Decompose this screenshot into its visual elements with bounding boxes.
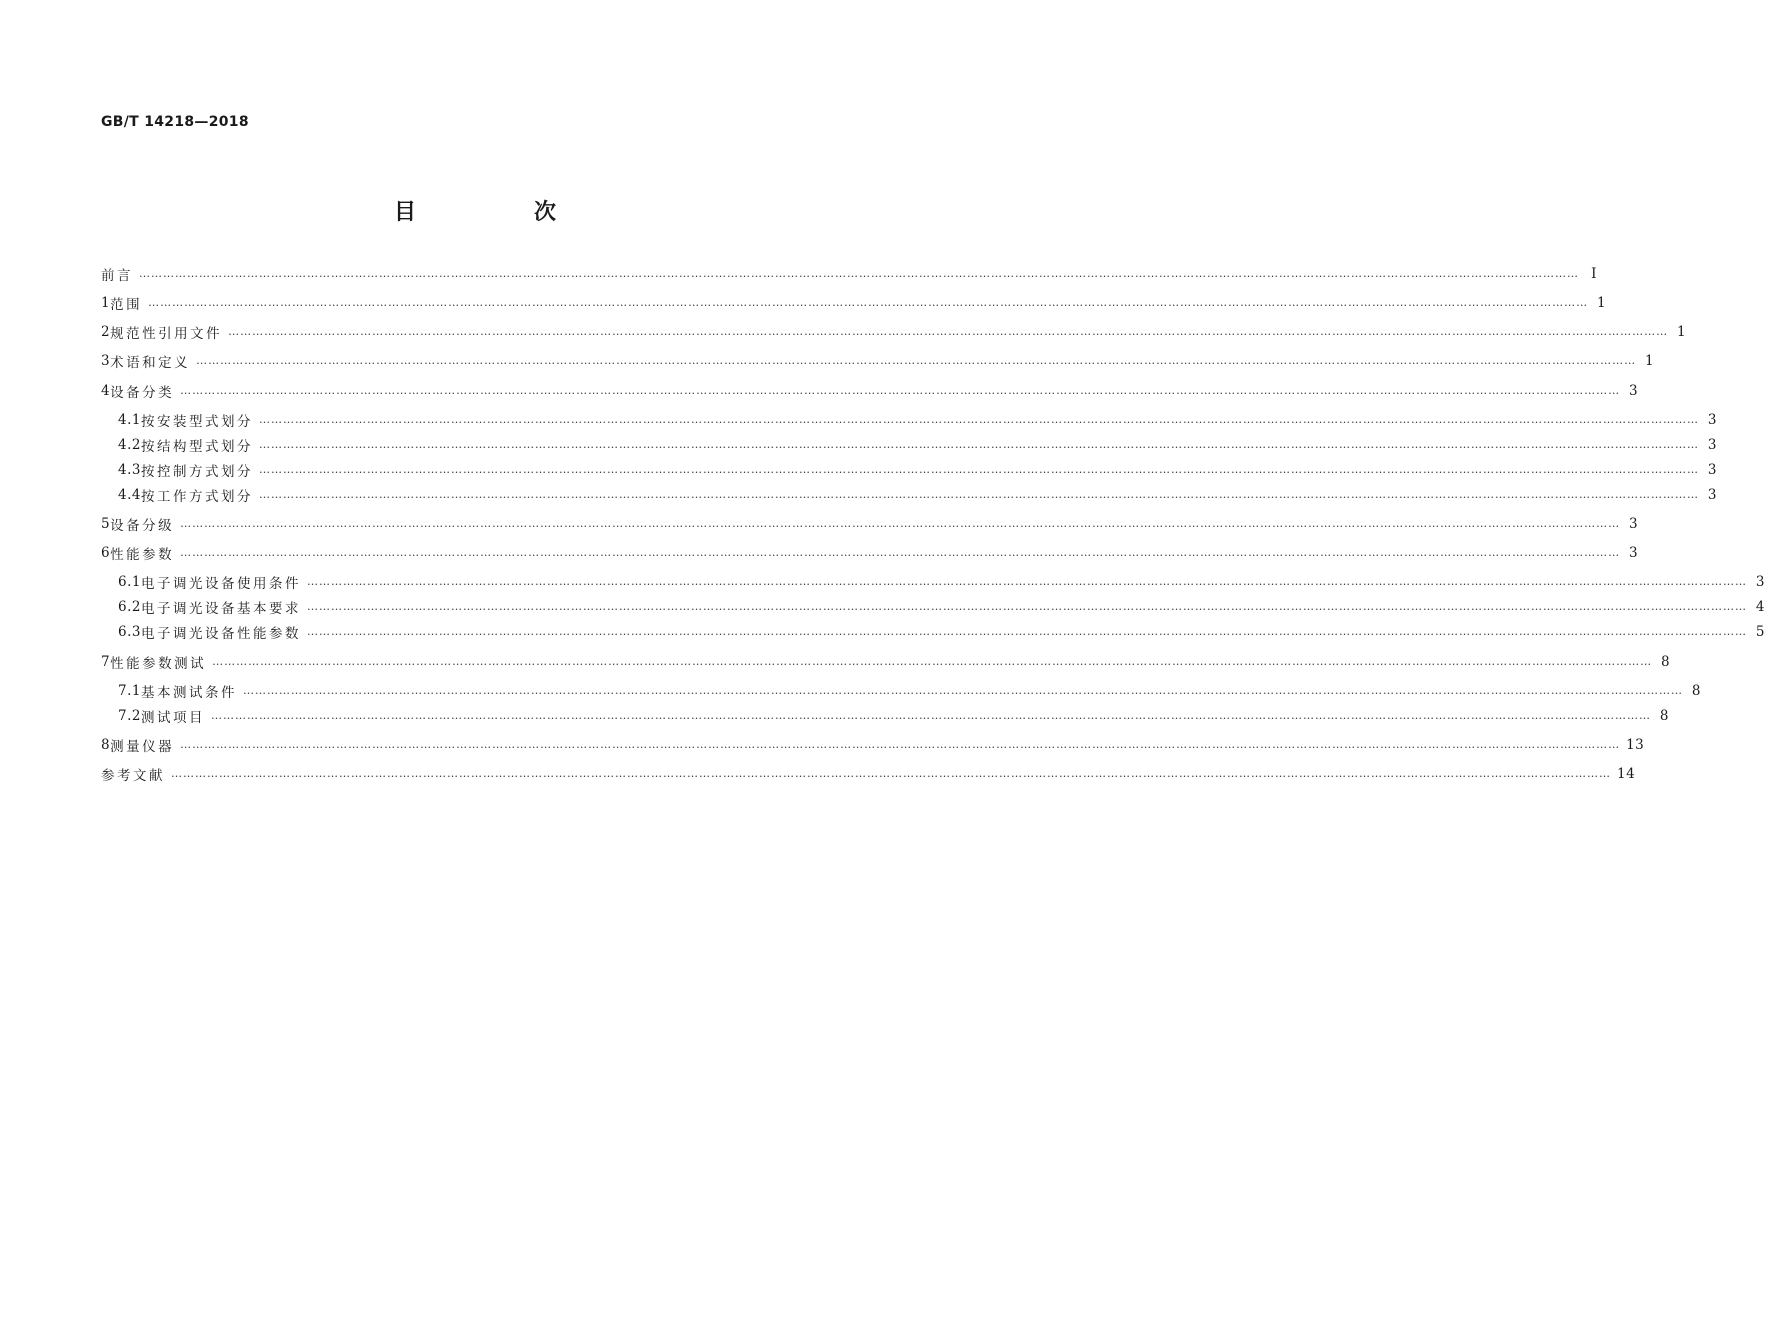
- toc-entry-page: 1: [1645, 353, 1655, 369]
- toc-entry-label: 测量仪器: [110, 739, 175, 755]
- page-title: 目 次: [393, 200, 604, 225]
- toc-entry[interactable]: [101, 513, 1639, 535]
- toc-entry[interactable]: [101, 380, 1639, 402]
- toc-entry[interactable]: [101, 542, 1639, 564]
- toc-entry-label: 按控制方式划分: [140, 464, 253, 480]
- toc-subentry[interactable]: [118, 409, 1717, 431]
- toc-subentry[interactable]: [118, 571, 1765, 593]
- toc-leader-dots: ………………………………………………………………………………………………………………………………………………………………………………………………………………………………………………………………………………………………………………………………: [258, 412, 1699, 426]
- toc-entry-number: 4: [101, 383, 111, 399]
- toc-entry-page: 3: [1707, 487, 1717, 503]
- toc-entry-label: 电子调光设备性能参数: [140, 626, 301, 642]
- toc-entry-page: 8: [1661, 654, 1671, 670]
- toc-entry-label: 性能参数测试: [110, 656, 207, 672]
- toc-leader-dots: ………………………………………………………………………………………………………………………………………………………………………………………………………………………………………………………………………………………………………………………………: [180, 383, 1621, 397]
- toc-leader-dots: ………………………………………………………………………………………………………………………………………………………………………………………………………………………………………………………………………………………………………………………………: [212, 654, 1653, 668]
- toc-entry-label: 电子调光设备使用条件: [140, 576, 301, 592]
- toc-entry-number: 3: [101, 353, 111, 369]
- toc-subentry[interactable]: [118, 434, 1717, 456]
- toc-entry-number: 5: [101, 516, 111, 532]
- toc-entry-label: 范围: [110, 297, 143, 313]
- toc-subentry[interactable]: [118, 596, 1765, 618]
- toc-entry-page: 1: [1677, 324, 1687, 340]
- toc-entry-page: 3: [1707, 412, 1717, 428]
- toc-entry-number: 7.1: [118, 683, 141, 699]
- toc-entry-label: 测试项目: [140, 710, 205, 726]
- toc-entry[interactable]: [101, 651, 1671, 673]
- toc-entry-page: 3: [1629, 383, 1639, 399]
- toc-entry-label: 设备分级: [110, 518, 175, 534]
- toc-entry-label: 性能参数: [110, 547, 175, 563]
- toc-leader-dots: ………………………………………………………………………………………………………………………………………………………………………………………………………………………………………………………………………………………………………………………………: [258, 437, 1699, 451]
- toc-entry-label: 术语和定义: [110, 355, 191, 371]
- toc-subentry[interactable]: [118, 621, 1765, 643]
- toc-entry-page: 3: [1707, 462, 1717, 478]
- toc-leader-dots: ………………………………………………………………………………………………………………………………………………………………………………………………………………………………………………………………………………………………………………………………: [228, 324, 1669, 338]
- toc-entry-number: 7.2: [118, 708, 141, 724]
- toc-entry-number: 4.1: [118, 412, 141, 428]
- toc-entry-label: 设备分类: [110, 385, 175, 401]
- toc-entry-page: 5: [1755, 624, 1765, 640]
- toc-leader-dots: ………………………………………………………………………………………………………………………………………………………………………………………………………………………………………………………………………………………………………………………………: [148, 295, 1589, 309]
- toc-entry-page: 8: [1691, 683, 1701, 699]
- toc-entry[interactable]: [101, 292, 1607, 314]
- toc-entry-label: 前言: [101, 268, 133, 284]
- toc-leader-dots: ………………………………………………………………………………………………………………………………………………………………………………………………………………………………………………………………………………………………………………………………: [306, 574, 1747, 588]
- toc-entry-page: 3: [1755, 574, 1765, 590]
- toc-entry-number: 6.3: [118, 624, 141, 640]
- toc-entry[interactable]: [101, 350, 1655, 372]
- toc-entry-label: 规范性引用文件: [110, 326, 223, 342]
- toc-leader-dots: ………………………………………………………………………………………………………………………………………………………………………………………………………………………………………………………………………………………………………………………………: [306, 624, 1747, 638]
- toc-subentry[interactable]: [118, 459, 1717, 481]
- standard-code: GB/T 14218—2018: [101, 114, 249, 130]
- toc-entry-label: 基本测试条件: [140, 685, 237, 701]
- toc-leader-dots: ………………………………………………………………………………………………………………………………………………………………………………………………………………………………………………………………………………………………………………………………: [258, 487, 1699, 501]
- toc-entry-label: 参考文献: [101, 768, 165, 784]
- toc-entry-label: 电子调光设备基本要求: [140, 601, 301, 617]
- toc-entry-number: 6.1: [118, 574, 141, 590]
- toc-entry[interactable]: [101, 263, 1597, 285]
- toc-entry-number: 7: [101, 654, 111, 670]
- toc-entry[interactable]: [101, 321, 1687, 343]
- toc-subentry[interactable]: [118, 484, 1717, 506]
- toc-entry-page: 14: [1617, 766, 1636, 782]
- toc-subentry[interactable]: [118, 705, 1669, 727]
- toc-entry-page: 3: [1707, 437, 1717, 453]
- toc-leader-dots: ………………………………………………………………………………………………………………………………………………………………………………………………………………………………………………………………………………………………………………………………: [306, 599, 1747, 613]
- toc-entry-number: 1: [101, 295, 111, 311]
- toc-entry-page: 8: [1659, 708, 1669, 724]
- toc-subentry[interactable]: [118, 680, 1701, 702]
- toc-entry-number: 6: [101, 545, 111, 561]
- toc-entry-number: 4.4: [118, 487, 141, 503]
- toc-entry-number: 2: [101, 324, 111, 340]
- toc-entry-page: 3: [1629, 516, 1639, 532]
- toc-entry-number: 6.2: [118, 599, 141, 615]
- toc-leader-dots: ………………………………………………………………………………………………………………………………………………………………………………………………………………………………………………………………………………………………………………………………: [180, 545, 1621, 559]
- toc-entry-page: 4: [1755, 599, 1765, 615]
- toc-leader-dots: ………………………………………………………………………………………………………………………………………………………………………………………………………………………………………………………………………………………………………………………………: [139, 266, 1579, 280]
- toc-leader-dots: ………………………………………………………………………………………………………………………………………………………………………………………………………………………………………………………………………………………………………………………………: [258, 462, 1699, 476]
- toc-entry-number: 4.2: [118, 437, 141, 453]
- toc-entry-number: 8: [101, 737, 111, 753]
- toc-leader-dots: ………………………………………………………………………………………………………………………………………………………………………………………………………………………………………………………………………………………………………………………………: [196, 353, 1637, 367]
- toc-entry-page: 13: [1626, 737, 1645, 753]
- toc-leader-dots: ………………………………………………………………………………………………………………………………………………………………………………………………………………………………………………………………………………………………………………………………: [180, 737, 1621, 751]
- toc-leader-dots: ………………………………………………………………………………………………………………………………………………………………………………………………………………………………………………………………………………………………………………………………: [210, 708, 1651, 722]
- toc-entry-page: 3: [1629, 545, 1639, 561]
- toc-entry-page: 1: [1597, 295, 1607, 311]
- toc-entry[interactable]: [101, 763, 1636, 785]
- toc-leader-dots: ………………………………………………………………………………………………………………………………………………………………………………………………………………………………………………………………………………………………………………………………: [171, 766, 1611, 780]
- toc-entry-page: Ⅰ: [1591, 266, 1597, 282]
- toc-entry-label: 按安装型式划分: [140, 414, 253, 430]
- toc-entry-label: 按工作方式划分: [140, 489, 253, 505]
- toc-leader-dots: ………………………………………………………………………………………………………………………………………………………………………………………………………………………………………………………………………………………………………………………………: [180, 516, 1621, 530]
- toc-entry-number: 4.3: [118, 462, 141, 478]
- toc-entry-label: 按结构型式划分: [140, 439, 253, 455]
- toc-leader-dots: ………………………………………………………………………………………………………………………………………………………………………………………………………………………………………………………………………………………………………………………………: [242, 683, 1683, 697]
- toc-entry[interactable]: [101, 734, 1645, 756]
